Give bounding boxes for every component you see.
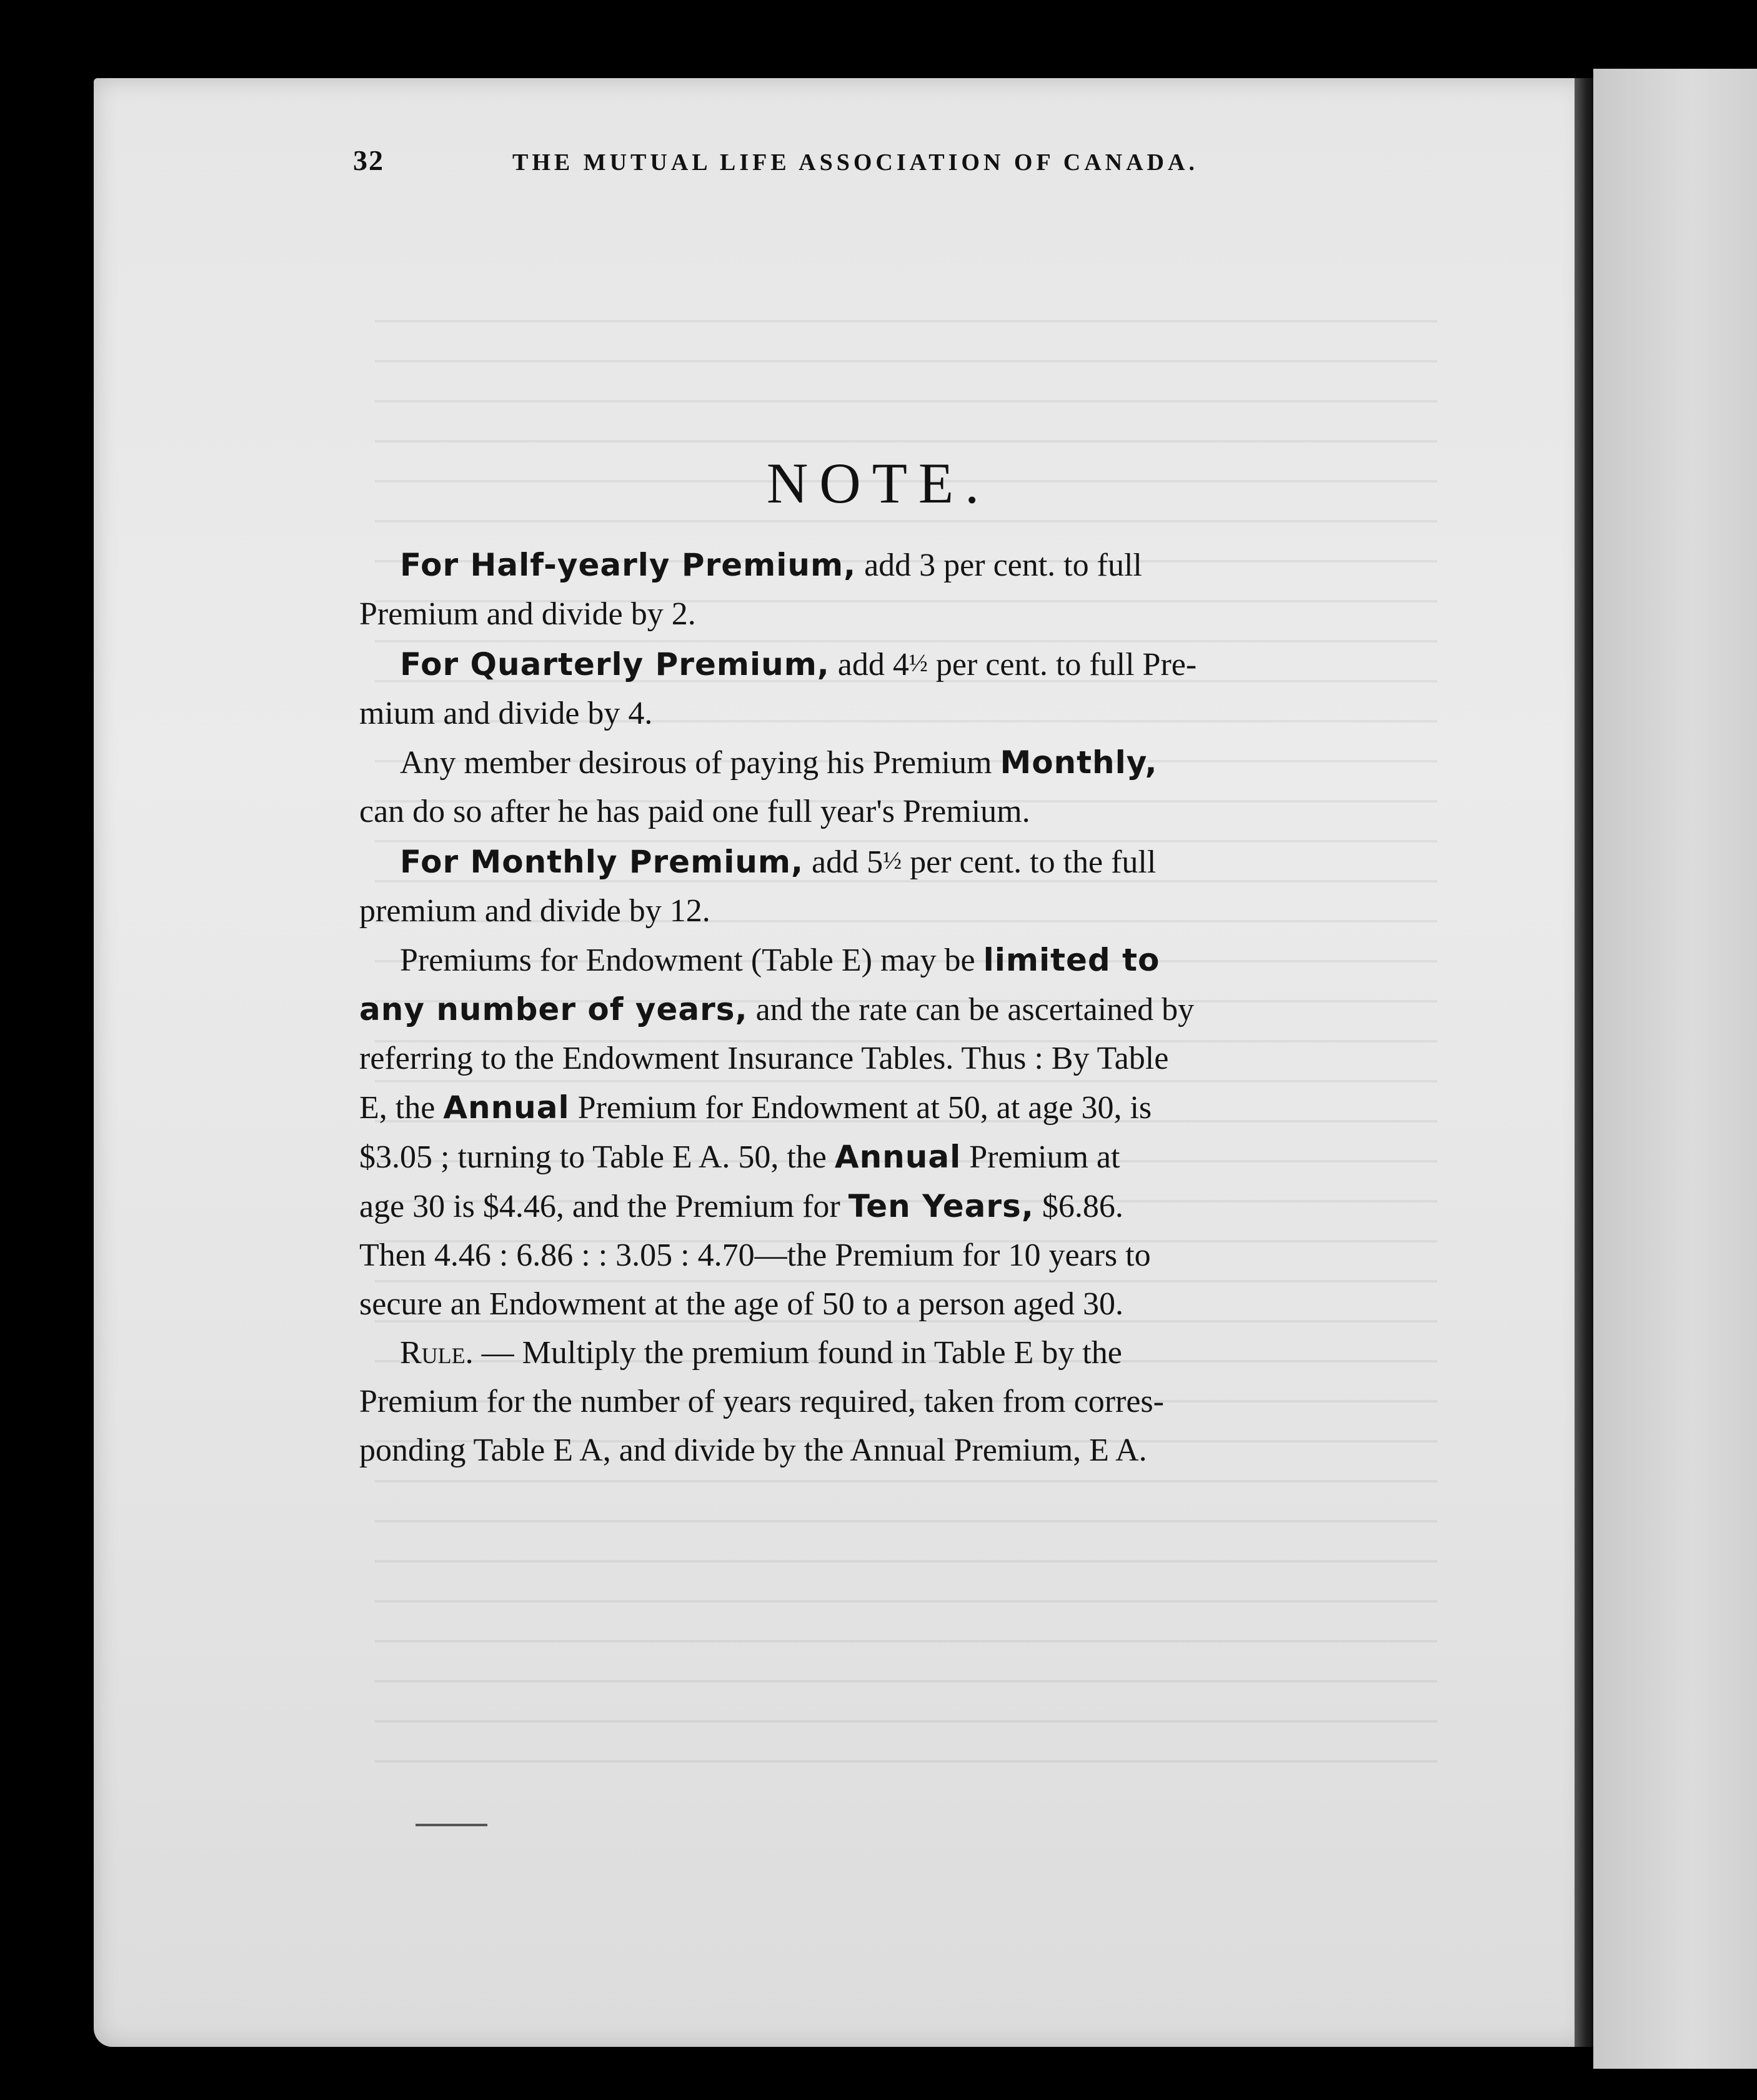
paragraph-line xyxy=(359,639,1440,689)
paragraph-line xyxy=(359,936,1440,985)
paragraph-line: can do so after he has paid one full year's Premium. xyxy=(359,794,1030,829)
paragraph-line: Premium for the number of years required, taken from corres- xyxy=(359,1384,1164,1419)
text-run: — Multiply the premium found in Table E by the xyxy=(473,1335,1122,1371)
paragraph-line xyxy=(359,541,1440,590)
paragraph-monthly-eligibility xyxy=(359,738,1440,836)
text-run: add 4 xyxy=(829,647,909,682)
paragraph-endowment xyxy=(359,936,1440,1329)
paragraph-monthly xyxy=(359,836,1440,936)
bold-phrase: limited to xyxy=(983,942,1160,978)
paragraph-line: ponding Table E A, and divide by the Annual Premium, E A. xyxy=(359,1432,1147,1468)
paragraph-line: mium and divide by 4. xyxy=(359,696,653,731)
paragraph-line: referring to the Endowment Insurance Tables. Thus : By Table xyxy=(359,1041,1169,1076)
page-header xyxy=(353,144,1290,181)
text-run: Any member desirous of paying his Premium xyxy=(400,745,1000,781)
bold-phrase: For Quarterly Premium, xyxy=(400,646,830,682)
running-head: THE MUTUAL LIFE ASSOCIATION OF CANADA. xyxy=(512,149,1198,176)
paragraph-half-yearly xyxy=(359,541,1440,639)
short-rule xyxy=(416,1824,487,1826)
text-run: E, the xyxy=(359,1090,444,1126)
paragraph-line xyxy=(359,985,1440,1034)
paragraph-rule xyxy=(359,1329,1440,1475)
text-run: per cent. to the full xyxy=(902,844,1157,880)
paragraph-line xyxy=(359,1132,1440,1182)
fraction: ½ xyxy=(883,846,902,874)
bold-phrase: Annual xyxy=(443,1089,570,1126)
rule-label: Rule. xyxy=(400,1335,474,1371)
text-run: add 5 xyxy=(804,844,883,880)
text-run: $3.05 ; turning to Table E A. 50, the xyxy=(359,1139,835,1175)
paragraph-line: Then 4.46 : 6.86 : : 3.05 : 4.70—the Premium for 10 years to xyxy=(359,1238,1151,1273)
text-run: Premium for Endowment at 50, at age 30, is xyxy=(569,1090,1152,1126)
bold-phrase: Ten Years, xyxy=(848,1188,1034,1224)
bold-phrase: Annual xyxy=(834,1139,962,1175)
paragraph-line xyxy=(359,1329,1440,1378)
note-body xyxy=(359,541,1440,1475)
facing-page-edge xyxy=(1593,69,1757,2069)
text-run: and the rate can be ascertained by xyxy=(747,992,1195,1028)
text-run: per cent. to full Pre- xyxy=(927,647,1197,682)
page-number: 32 xyxy=(353,144,384,176)
paragraph-line xyxy=(359,836,1440,887)
bold-phrase: Monthly, xyxy=(1000,744,1158,781)
text-run: Premiums for Endowment (Table E) may be xyxy=(400,942,983,978)
text-run: add 3 per cent. to full xyxy=(856,548,1142,583)
paragraph-line: premium and divide by 12. xyxy=(359,893,710,929)
text-run: Premium at xyxy=(961,1139,1120,1175)
paragraph-line xyxy=(359,1083,1440,1132)
bold-phrase: For Monthly Premium, xyxy=(400,844,804,880)
text-run: age 30 is $4.46, and the Premium for xyxy=(359,1189,849,1224)
paragraph-line: Premium and divide by 2. xyxy=(359,596,696,632)
paragraph-line: secure an Endowment at the age of 50 to a person aged 30. xyxy=(359,1286,1124,1322)
note-title: NOTE. xyxy=(766,451,991,515)
fraction: ½ xyxy=(908,649,928,677)
book-gutter xyxy=(1575,78,1593,2047)
paragraph-quarterly xyxy=(359,639,1440,738)
paragraph-line xyxy=(359,738,1440,788)
paragraph-line xyxy=(359,1182,1440,1231)
bold-phrase: any number of years, xyxy=(359,991,748,1028)
bold-phrase: For Half-yearly Premium, xyxy=(400,547,857,583)
text-run: $6.86. xyxy=(1033,1189,1123,1224)
